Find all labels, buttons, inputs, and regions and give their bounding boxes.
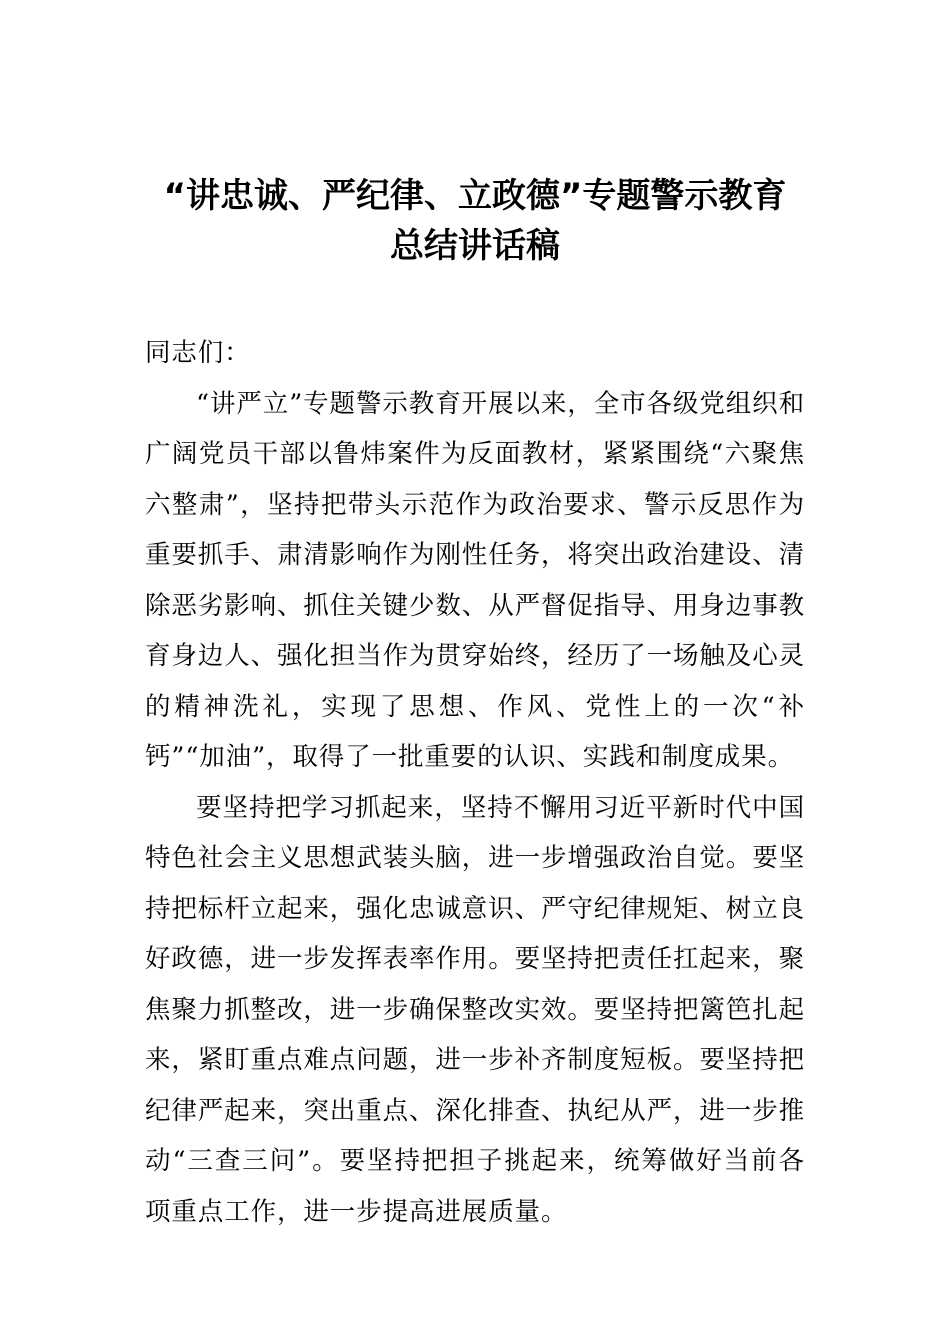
- salutation: 同志们：: [145, 338, 251, 368]
- document-title-line-2: 总结讲话稿: [390, 226, 560, 266]
- body-paragraph: “讲严立”专题警示教育开展以来，全市各级党组织和广阔党员干部以鲁炜案件为反面教材，紧紧围绕“六聚焦六整肃”，坚持把带头示范作为政治要求、警示反思作为重要抓手、肃清影响作为刚性任务，将突出政治建设、清除恶劣影响、抓住关键少数、从严督促指导、用身边事教育身边人、强化担当作为贯穿始终，经历了一场触及心灵的精神洗礼，实现了思想、作风、党性上的一次“补钙”“加油”，取得了一批重要的认识、实践和制度成果。: [145, 388, 806, 772]
- document-title-line-1: “讲忠诚、严纪律、立政德”专题警示教育: [163, 176, 787, 216]
- body-paragraph: 要坚持把学习抓起来，坚持不懈用习近平新时代中国特色社会主义思想武装头脑，进一步增强政治自觉。要坚持把标杆立起来，强化忠诚意识、严守纪律规矩、树立良好政德，进一步发挥表率作用。要坚持把责任扛起来，聚焦聚力抓整改，进一步确保整改实效。要坚持把篱笆扎起来，紧盯重点难点问题，进一步补齐制度短板。要坚持把纪律严起来，突出重点、深化排查、执纪从严，进一步推动“三查三问”。要坚持把担子挑起来，统筹做好当前各项重点工作，进一步提高进展质量。: [145, 792, 806, 1227]
- document-body: [145, 328, 805, 1237]
